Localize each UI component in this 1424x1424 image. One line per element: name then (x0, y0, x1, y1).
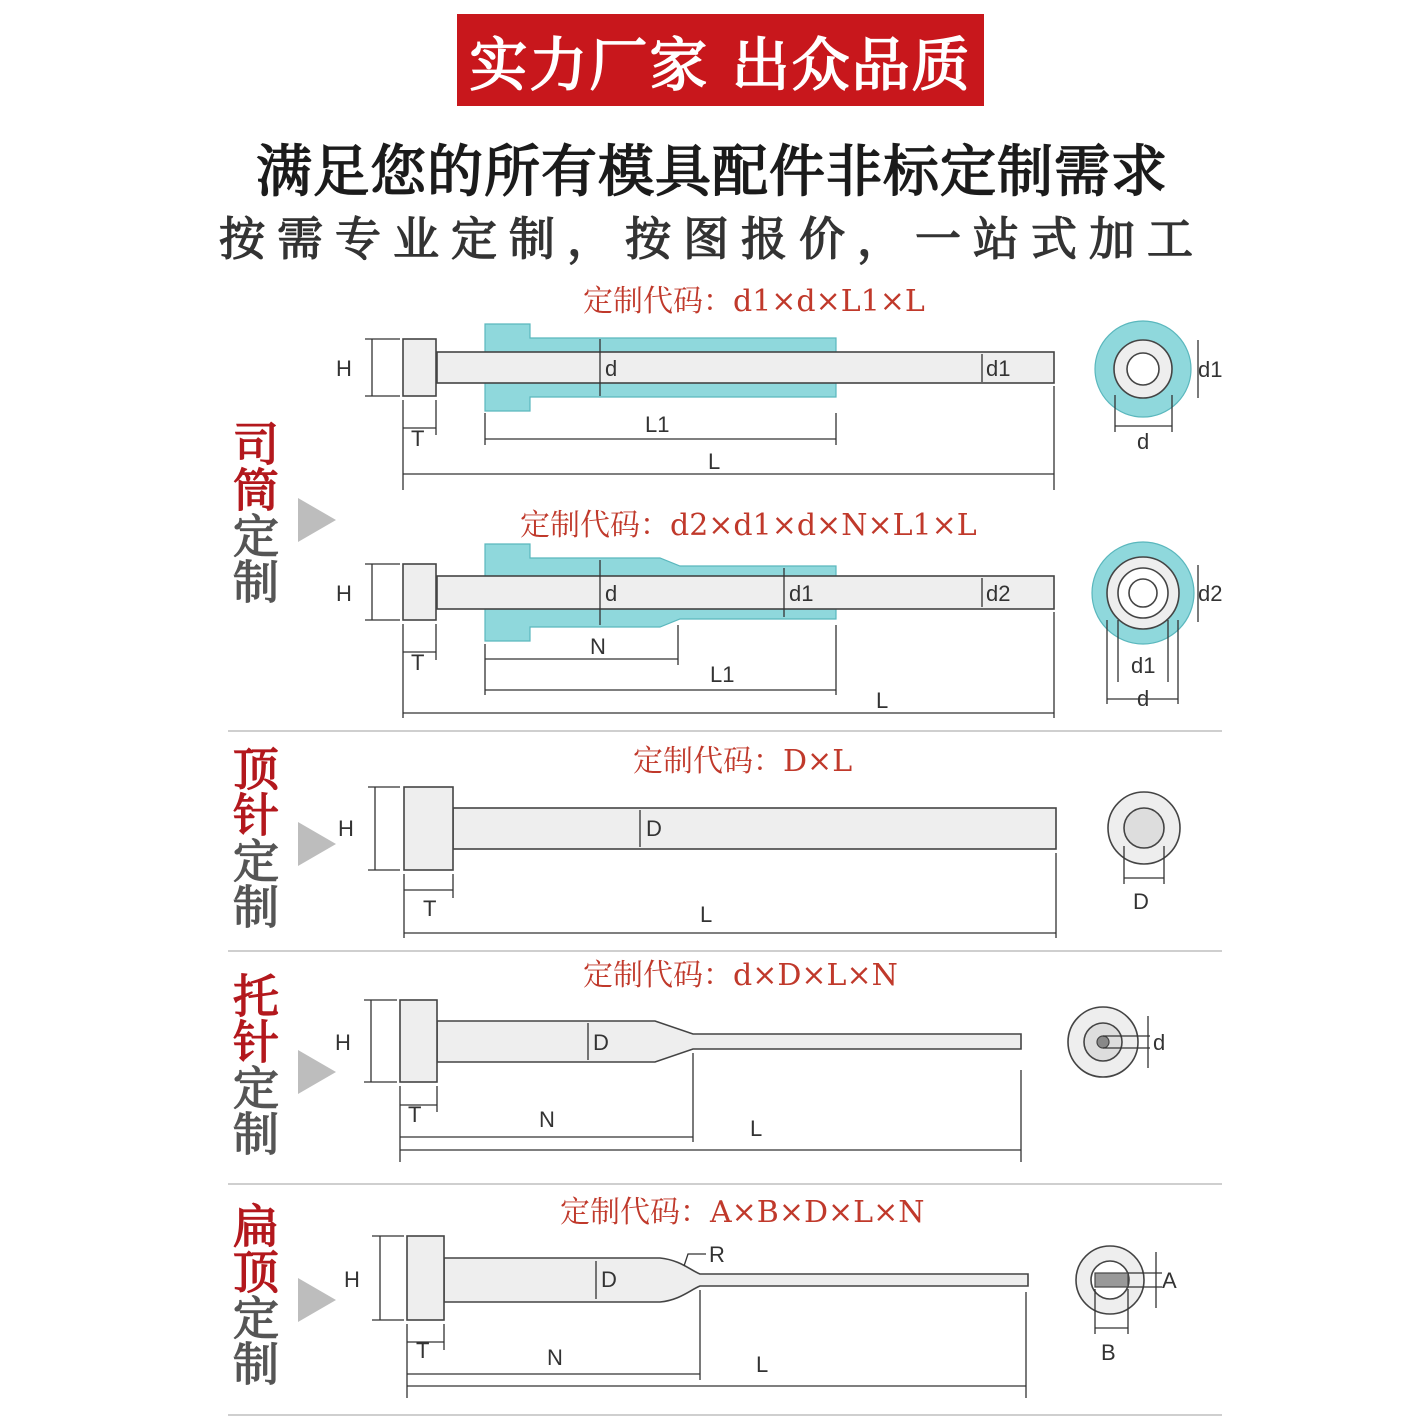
sleeve-drawing-2 (336, 542, 1222, 718)
dim-L: L (756, 1352, 769, 1377)
ring-d: d (1137, 429, 1150, 454)
sleeve-code-1: 定制代码：d1×d×L1×L (583, 284, 925, 319)
dim-d2: d2 (986, 581, 1011, 606)
dim-T: T (416, 1338, 430, 1363)
dim-N: N (539, 1107, 555, 1132)
label-top: 托针 (226, 972, 280, 1064)
label-top: 司筒 (226, 420, 280, 512)
dim-D: D (593, 1030, 609, 1055)
dim-d1: d1 (789, 581, 814, 606)
dim-H: H (338, 816, 354, 841)
label-bottom: 定制 (226, 837, 280, 929)
dim-R: R (709, 1242, 725, 1267)
dim-T: T (411, 650, 425, 675)
dim-H: H (344, 1267, 360, 1292)
dim-T: T (423, 896, 437, 921)
dim-T: T (411, 426, 425, 451)
ring-A: A (1162, 1268, 1177, 1293)
headline: 满足您的所有模具配件非标定制需求 (256, 140, 1168, 205)
ejector-pin-code: 定制代码：D×L (633, 744, 853, 779)
ring-d1: d1 (1198, 357, 1223, 382)
dim-T: T (408, 1102, 422, 1127)
dim-d1: d1 (986, 356, 1011, 381)
dim-L1: L1 (710, 662, 735, 687)
ring-B: B (1101, 1340, 1116, 1365)
stepped-pin-drawing (335, 1000, 1165, 1162)
dim-H: H (336, 581, 352, 606)
ring-d2: d2 (1198, 581, 1223, 606)
dim-H: H (335, 1030, 351, 1055)
ring-d: d (1153, 1030, 1166, 1055)
dim-d: d (605, 581, 618, 606)
subline: 按需专业定制，按图报价，一站式加工 (219, 212, 1205, 266)
dim-d: d (605, 356, 618, 381)
dim-D: D (601, 1267, 617, 1292)
dim-N: N (547, 1345, 563, 1370)
dim-L: L (750, 1116, 763, 1141)
label-top: 扁顶 (226, 1202, 280, 1294)
dim-L1: L1 (645, 412, 670, 437)
dim-L: L (708, 449, 721, 474)
dim-L: L (876, 688, 889, 713)
dim-L: L (700, 902, 713, 927)
dim-D: D (646, 816, 662, 841)
dim-H: H (336, 356, 352, 381)
ring-d1: d1 (1131, 653, 1156, 678)
label-bottom: 定制 (226, 1294, 280, 1386)
header-banner: 实力厂家 出众品质 (457, 14, 984, 106)
label-bottom: 定制 (226, 1064, 280, 1156)
sleeve-drawing-1 (336, 321, 1222, 490)
ring-D: D (1133, 889, 1149, 914)
dim-N: N (590, 634, 606, 659)
label-top: 顶针 (226, 745, 280, 837)
ejector-pin-drawing (338, 787, 1180, 938)
label-bottom: 定制 (226, 512, 280, 604)
ring-d: d (1137, 686, 1150, 711)
stepped-pin-code: 定制代码：d×D×L×N (583, 958, 898, 993)
sleeve-code-2: 定制代码：d2×d1×d×N×L1×L (520, 508, 977, 543)
flat-pin-drawing (344, 1236, 1177, 1398)
flat-pin-code: 定制代码：A×B×D×L×N (560, 1195, 925, 1230)
